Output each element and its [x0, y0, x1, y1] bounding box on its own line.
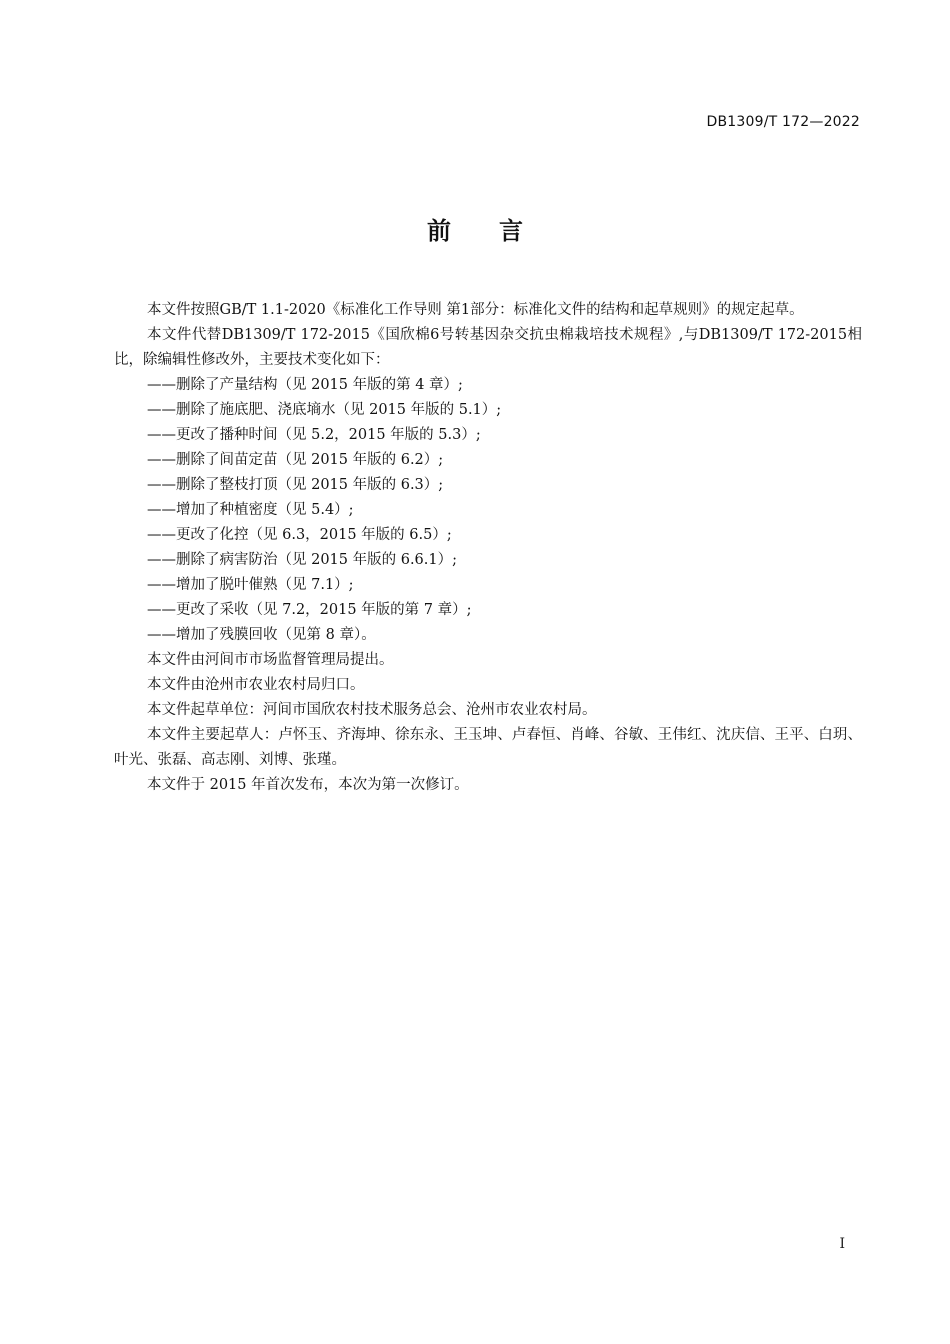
list-item: ——更改了采收（见 7.2，2015 年版的第 7 章）; [147, 602, 472, 618]
paragraph-drafters: 本文件主要起草人：卢怀玉、齐海坤、徐东永、王玉坤、卢春恒、肖峰、谷敏、王伟红、沈庆信、王平、白玥、叶光、张磊、高志刚、刘博、张瑾。 [114, 727, 862, 768]
paragraph-structure-basis: 本文件按照GB/T 1.1-2020《标准化工作导则 第1部分：标准化文件的结构和起草规则》的规定起草。 [147, 302, 804, 318]
list-item: ——更改了化控（见 6.3，2015 年版的 6.5）; [147, 527, 452, 543]
page-number: I [839, 1236, 845, 1252]
list-item: ——更改了播种时间（见 5.2，2015 年版的 5.3）; [147, 427, 481, 443]
foreword-body [114, 298, 862, 798]
list-item: ——删除了施底肥、浇底墒水（见 2015 年版的 5.1）; [147, 402, 502, 418]
list-item: ——删除了产量结构（见 2015 年版的第 4 章）; [147, 377, 463, 393]
changes-list [114, 373, 862, 648]
paragraph-history: 本文件于 2015 年首次发布，本次为第一次修订。 [147, 777, 469, 793]
page-title: 前言 [427, 217, 571, 245]
list-item: ——删除了病害防治（见 2015 年版的 6.6.1）; [147, 552, 458, 568]
list-item: ——删除了整枝打顶（见 2015 年版的 6.3）; [147, 477, 444, 493]
list-item: ——增加了残膜回收（见第 8 章）。 [147, 627, 376, 643]
paragraph-drafting-units: 本文件起草单位：河间市国欣农村技术服务总会、沧州市农业农村局。 [147, 702, 597, 718]
list-item: ——删除了间苗定苗（见 2015 年版的 6.2）; [147, 452, 444, 468]
paragraph-proposer: 本文件由河间市市场监督管理局提出。 [147, 652, 394, 668]
list-item: ——增加了脱叶催熟（见 7.1）; [147, 577, 354, 593]
paragraph-administrator: 本文件由沧州市农业农村局归口。 [147, 677, 365, 693]
list-item: ——增加了种植密度（见 5.4）; [147, 502, 354, 518]
document-code: DB1309/T 172—2022 [706, 114, 860, 130]
paragraph-replaces: 本文件代替DB1309/T 172-2015《国欣棉6号转基因杂交抗虫棉栽培技术规程》,与DB1309/T 172-2015相比，除编辑性修改外，主要技术变化如下： [114, 327, 862, 368]
